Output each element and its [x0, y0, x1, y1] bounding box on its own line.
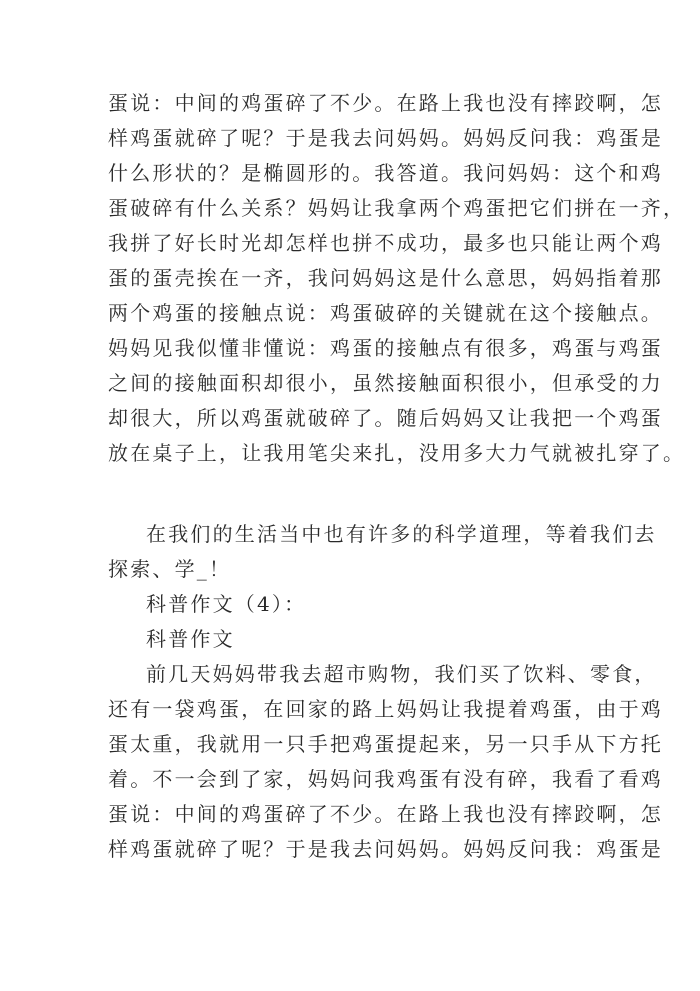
text-line: 蛋太重，我就用一只手把鸡蛋提起来，另一只手从下方托 [108, 732, 663, 756]
text-line: 两个鸡蛋的接触点说：鸡蛋破碎的关键就在这个接触点。 [108, 301, 663, 325]
paragraph-line: 在我们的生活当中也有许多的科学道理，等着我们去 [146, 522, 657, 546]
text-line: 妈妈见我似懂非懂说：鸡蛋的接触点有很多，鸡蛋与鸡蛋 [108, 336, 663, 360]
section-title: 科普作文（4）： [146, 592, 307, 616]
text-line: 蛋的蛋壳挨在一齐，我问妈妈这是什么意思，妈妈指着那 [108, 266, 663, 290]
text-line: 样鸡蛋就碎了呢？于是我去问妈妈。妈妈反问我：鸡蛋是 [108, 126, 663, 150]
text-line: 放在桌子上，让我用笔尖来扎，没用多大力气就被扎穿了。 [108, 441, 686, 465]
text-line: 探索、学_！ [108, 557, 232, 581]
text-line: 却很大，所以鸡蛋就破碎了。随后妈妈又让我把一个鸡蛋 [108, 406, 663, 430]
text-line: 样鸡蛋就碎了呢？于是我去问妈妈。妈妈反问我：鸡蛋是 [108, 837, 663, 861]
text-line: 之间的接触面积却很小，虽然接触面积很小，但承受的力 [108, 371, 663, 395]
article-heading: 科普作文 [146, 627, 235, 651]
text-line: 着。不一会到了家，妈妈问我鸡蛋有没有碎，我看了看鸡 [108, 767, 663, 791]
text-line: 蛋说：中间的鸡蛋碎了不少。在路上我也没有摔跤啊，怎 [108, 91, 663, 115]
text-line: 蛋说：中间的鸡蛋碎了不少。在路上我也没有摔跤啊，怎 [108, 802, 663, 826]
text-line: 蛋破碎有什么关系？妈妈让我拿两个鸡蛋把它们拼在一齐， [108, 196, 686, 220]
paragraph-line: 前几天妈妈带我去超市购物，我们买了饮料、零食， [146, 662, 657, 686]
text-line: 还有一袋鸡蛋，在回家的路上妈妈让我提着鸡蛋，由于鸡 [108, 697, 663, 721]
text-line: 我拼了好长时光却怎样也拼不成功，最多也只能让两个鸡 [108, 231, 663, 255]
text-line: 什么形状的？是椭圆形的。我答道。我问妈妈：这个和鸡 [108, 161, 663, 185]
